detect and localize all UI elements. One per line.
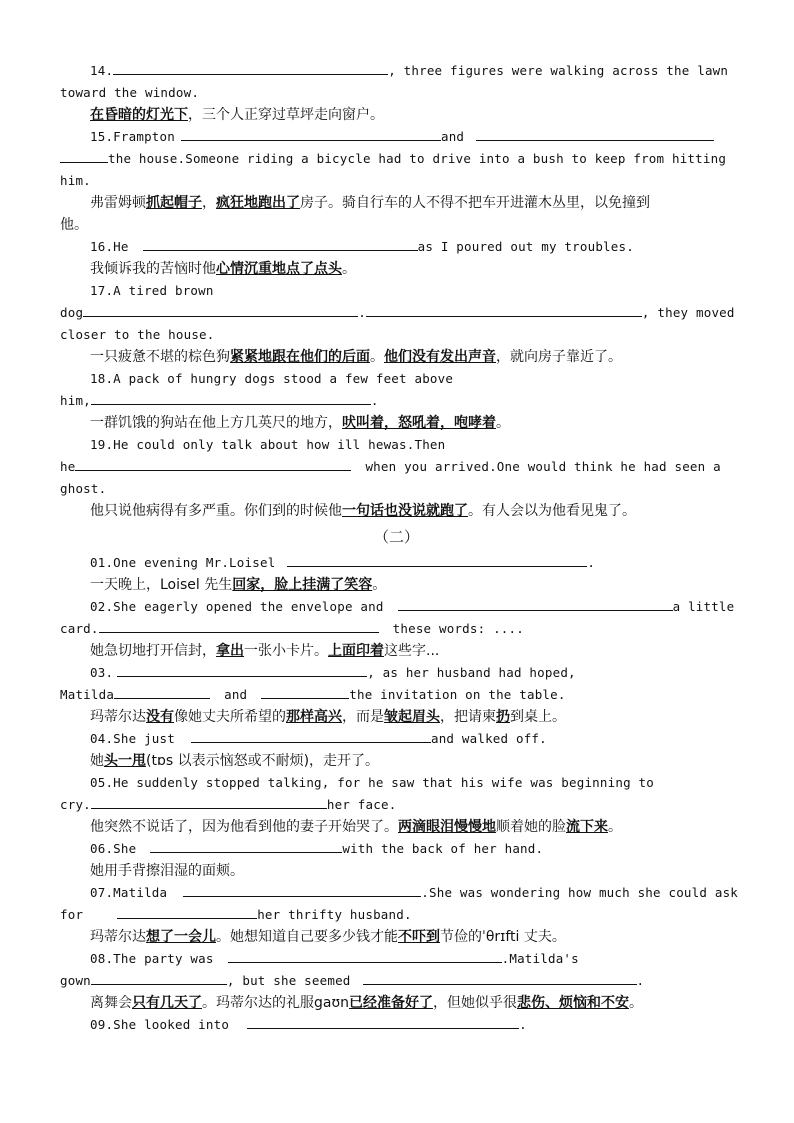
q19-translation: 他只说他病得有多严重。你们到的时候他一句话也没说就跑了。有人会以为他看见鬼了。 <box>90 503 636 519</box>
q14-line2: toward the window. <box>60 85 200 100</box>
worksheet-page <box>60 60 739 1036</box>
q14-translation: 在昏暗的灯光下，三个人正穿过草坪走向窗户。 <box>90 107 384 123</box>
q14-blank[interactable] <box>113 61 388 75</box>
s02-blank-2[interactable] <box>99 619 379 633</box>
q15-blank-1[interactable] <box>181 127 441 141</box>
s02-line2: card. these words: .... <box>60 621 524 636</box>
q18-line2: him, . <box>60 393 379 408</box>
q18-line1: 18.A pack of hungry dogs stood a few feet above <box>90 371 454 386</box>
s06-blank[interactable] <box>150 839 342 853</box>
q16-line1: 16.He as I poured out my troubles. <box>90 239 634 254</box>
q15-line3: him. <box>60 173 91 188</box>
s07-line2: for her thrifty husband. <box>60 907 412 922</box>
s05-line2: cry. her face. <box>60 797 397 812</box>
s06-translation: 她用手背擦泪湿的面颊。 <box>90 863 244 879</box>
s08-blank-1[interactable] <box>228 949 502 963</box>
q17-line1: 17.A tired brown <box>90 283 214 298</box>
q18-blank[interactable] <box>91 391 371 405</box>
q18-translation: 一群饥饿的狗站在他上方几英尺的地方，吠叫着，怒吼着，咆哮着。 <box>90 415 510 431</box>
s07-line1: 07.Matilda .She was wondering how much she could ask <box>90 885 739 900</box>
s01-translation: 一天晚上，Loisel 先生回家，脸上挂满了笑容。 <box>90 577 387 593</box>
s03-translation: 玛蒂尔达没有像她丈夫所希望的那样高兴，而是皱起眉头，把请柬扔到桌上。 <box>90 709 566 725</box>
q15-line2: the house.Someone riding a bicycle had to drive into a bush to keep from hitting <box>60 148 733 170</box>
q14-line1: 14. , three figures were walking across the lawn <box>90 63 729 78</box>
s08-blank-2[interactable] <box>91 971 227 985</box>
s08-translation: 离舞会只有几天了。玛蒂尔达的礼服gaʊn已经准备好了，但她似乎很悲伤、烦恼和不安。 <box>90 995 643 1011</box>
s08-line1: 08.The party was .Matilda's <box>90 951 579 966</box>
s07-translation: 玛蒂尔达想了一会儿。她想知道自己要多少钱才能不吓到节俭的ˈθrɪfti 丈夫。 <box>90 929 566 945</box>
section-heading: （二） <box>373 528 419 546</box>
q17-line2: dog . , they moved <box>60 305 735 320</box>
s09-line1: 09.She looked into . <box>90 1017 527 1032</box>
q16-blank[interactable] <box>143 237 418 251</box>
s07-blank-2[interactable] <box>117 905 257 919</box>
s08-blank-3[interactable] <box>363 971 637 985</box>
s02-line1: 02.She eagerly opened the envelope and a little <box>90 599 735 614</box>
q17-blank-1[interactable] <box>83 303 358 317</box>
q19-line2: he when you arrived.One would think he had seen a <box>60 459 721 474</box>
s05-line1: 05.He suddenly stopped talking, for he saw that his wife was beginning to <box>90 775 654 790</box>
q17-translation: 一只疲惫不堪的棕色狗紧紧地跟在他们的后面。他们没有发出声音，就向房子靠近了。 <box>90 349 622 365</box>
s05-blank[interactable] <box>91 795 327 809</box>
s09-blank[interactable] <box>247 1015 519 1029</box>
s02-translation: 她急切地打开信封，拿出一张小卡片。上面印着这些字... <box>90 643 440 659</box>
q15-blank-3[interactable] <box>60 149 108 163</box>
s08-line2: gown , but she seemed . <box>60 973 645 988</box>
q17-line3: closer to the house. <box>60 327 215 342</box>
q17-blank-2[interactable] <box>366 303 642 317</box>
q15-translation-2: 他。 <box>60 217 88 233</box>
q15-translation-1: 弗雷姆顿抓起帽子，疯狂地跑出了房子。骑自行车的人不得不把车开进灌木丛里，以免撞到 <box>90 195 650 211</box>
s03-line2: Matilda and the invitation on the table. <box>60 687 566 702</box>
q19-blank[interactable] <box>75 457 351 471</box>
q19-line3: ghost. <box>60 481 107 496</box>
s03-line1: 03. , as her husband had hoped, <box>90 665 576 680</box>
s04-translation: 她头一甩(tɒs 以表示恼怒或不耐烦)，走开了。 <box>90 753 380 769</box>
s04-line1: 04.She just and walked off. <box>90 731 547 746</box>
s03-blank-3[interactable] <box>261 685 349 699</box>
q15-blank-2[interactable] <box>476 127 714 141</box>
s05-translation: 他突然不说话了，因为他看到他的妻子开始哭了。两滴眼泪慢慢地顺着她的脸流下来。 <box>90 819 622 835</box>
s03-blank-2[interactable] <box>114 685 210 699</box>
s07-blank-1[interactable] <box>183 883 421 897</box>
q19-line1: 19.He could only talk about how ill hewas.Then <box>90 437 446 452</box>
s01-line1: 01.One evening Mr.Loisel . <box>90 555 596 570</box>
s06-line1: 06.She with the back of her hand. <box>90 841 544 856</box>
s01-blank[interactable] <box>287 553 587 567</box>
q16-translation: 我倾诉我的苦恼时他心情沉重地点了点头。 <box>90 261 356 277</box>
s04-blank[interactable] <box>191 729 431 743</box>
q15-line1: 15.Frampton and <box>60 126 733 148</box>
s02-blank-1[interactable] <box>398 597 673 611</box>
q14-number: 14. <box>90 63 114 78</box>
s03-blank-1[interactable] <box>117 663 367 677</box>
